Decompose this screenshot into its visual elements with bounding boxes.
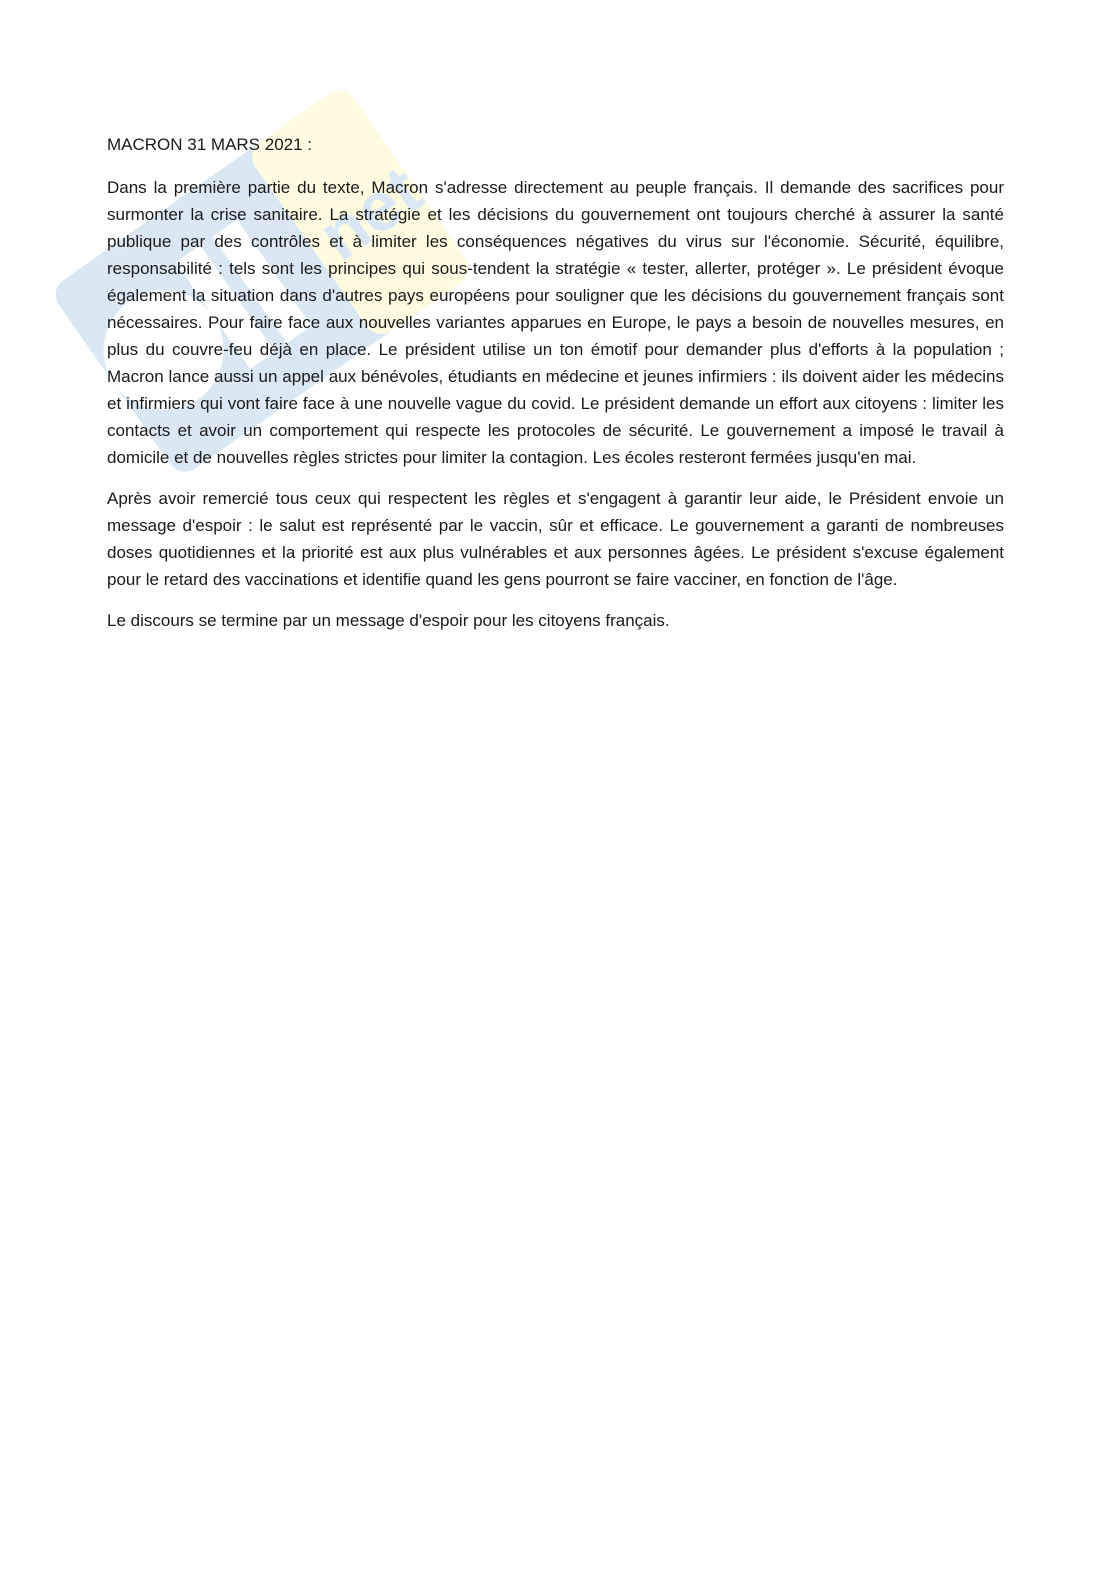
paragraph-3: Le discours se termine par un message d'espoir pour les citoyens français. (107, 611, 670, 630)
watermark-text: net (304, 150, 436, 276)
document-body (107, 131, 1004, 648)
paragraph-2: Après avoir remercié tous ceux qui respectent les règles et s'engagent à garantir leur aide, le Président envoie un message d'espoir : le salut est représenté par le vaccin, sûr et efficace. Le gouvernement a garanti de nombreuses doses quotidiennes et la priorité est aux plus vulnérables et aux personnes âgées. Le président s'excuse également pour le retard des vaccinations et identifie quand les gens pourront se faire vacciner, en fonction de l'âge. (107, 489, 1004, 589)
document-title: MACRON 31 MARS 2021 : (107, 135, 313, 154)
paragraph-1: Dans la première partie du texte, Macron s'adresse directement au peuple français. Il demande des sacrifices pour surmonter la crise sanitaire. La stratégie et les décisions du gouvernement ont toujours cherché à assurer la santé publique par des contrôles et à limiter les conséquences négatives du virus sur l'économie. Sécurité, équilibre, responsabilité : tels sont les principes qui sous-tendent la stratégie « tester, allerter, protéger ». Le président évoque également la situation dans d'autres pays européens pour souligner que les décisions du gouvernement français sont nécessaires. Pour faire face aux nouvelles variantes apparues en Europe, le pays a besoin de nouvelles mesures, en plus du couvre-feu déjà en place. Le président utilise un ton émotif pour demander plus d'efforts à la population ; Macron lance aussi un appel aux bénévoles, étudiants en médecine et jeunes infirmiers : ils doivent aider les médecins et infirmiers qui vont faire face à une nouvelle vague du covid. Le président demande un effort aux citoyens : limiter les contacts et avoir un comportement qui respecte les protocoles de sécurité. Le gouvernement a imposé le travail à domicile et de nouvelles règles strictes pour limiter la contagion. Les écoles resteront fermées jusqu'en mai. (107, 178, 1004, 467)
